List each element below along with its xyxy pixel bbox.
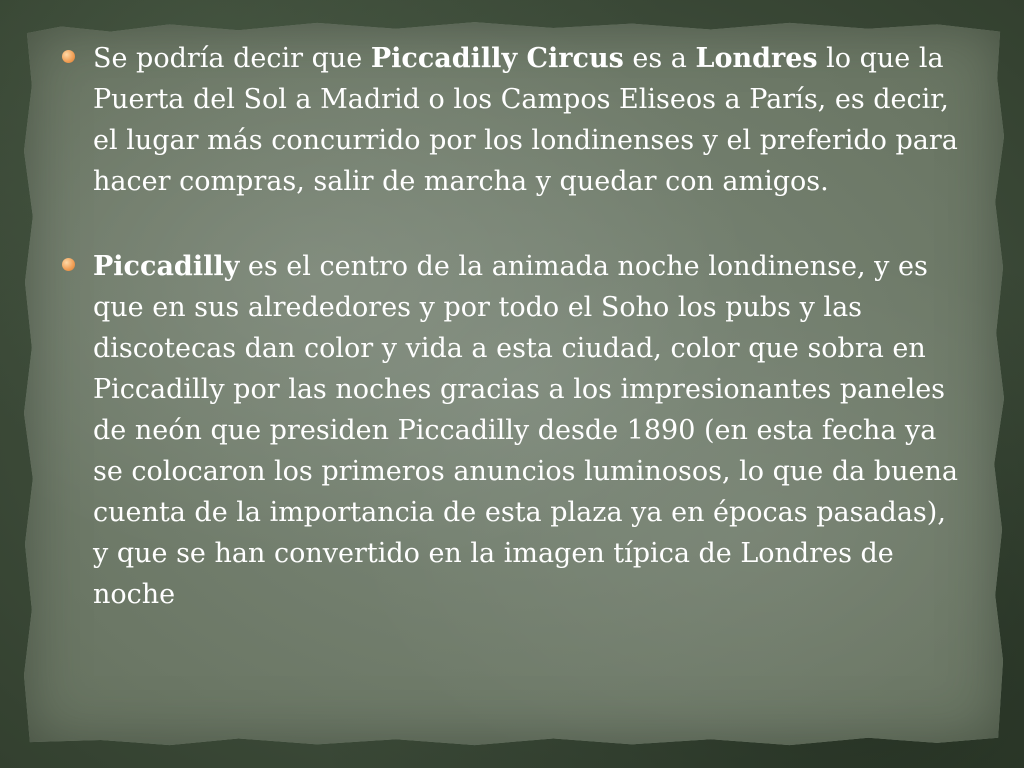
paragraph-1 bbox=[93, 38, 962, 202]
paragraph-2 bbox=[93, 246, 962, 615]
paragraph-2-bold-piccadilly: Piccadilly bbox=[93, 251, 240, 282]
bullet-icon bbox=[62, 246, 80, 287]
bullet-icon bbox=[62, 38, 80, 79]
bullet-item-2 bbox=[62, 246, 962, 615]
paragraph-1-bold-londres: Londres bbox=[695, 43, 818, 74]
slide-content bbox=[62, 38, 962, 615]
paragraph-1-segment-5: lo que la Puerta del Sol a Madrid o los Campos Eliseos a París, es decir, el lugar más concurrido por los londinenses y el preferido para hacer compras, salir de marcha y quedar con amigos. bbox=[93, 43, 958, 197]
paragraph-1-bold-piccadilly-circus: Piccadilly Circus bbox=[370, 43, 624, 74]
paragraph-1-segment-3: es a bbox=[623, 43, 696, 74]
bullet-item-1 bbox=[62, 38, 962, 202]
paragraph-2-segment-2: es el centro de la animada noche londinense, y es que en sus alrededores y por todo el Soho los pubs y las discotecas dan color y vida a esta ciudad, color que sobra en Piccadilly por las noches gracias a los impresionantes paneles de neón que presiden Piccadilly desde 1890 (en esta fecha ya se colocaron los primeros anuncios luminosos, lo que da buena cuenta de la importancia de esta plaza ya en épocas pasadas), y que se han convertido en la imagen típica de Londres de noche bbox=[93, 251, 958, 610]
paragraph-1-segment-1: Se podría decir que bbox=[93, 43, 371, 74]
